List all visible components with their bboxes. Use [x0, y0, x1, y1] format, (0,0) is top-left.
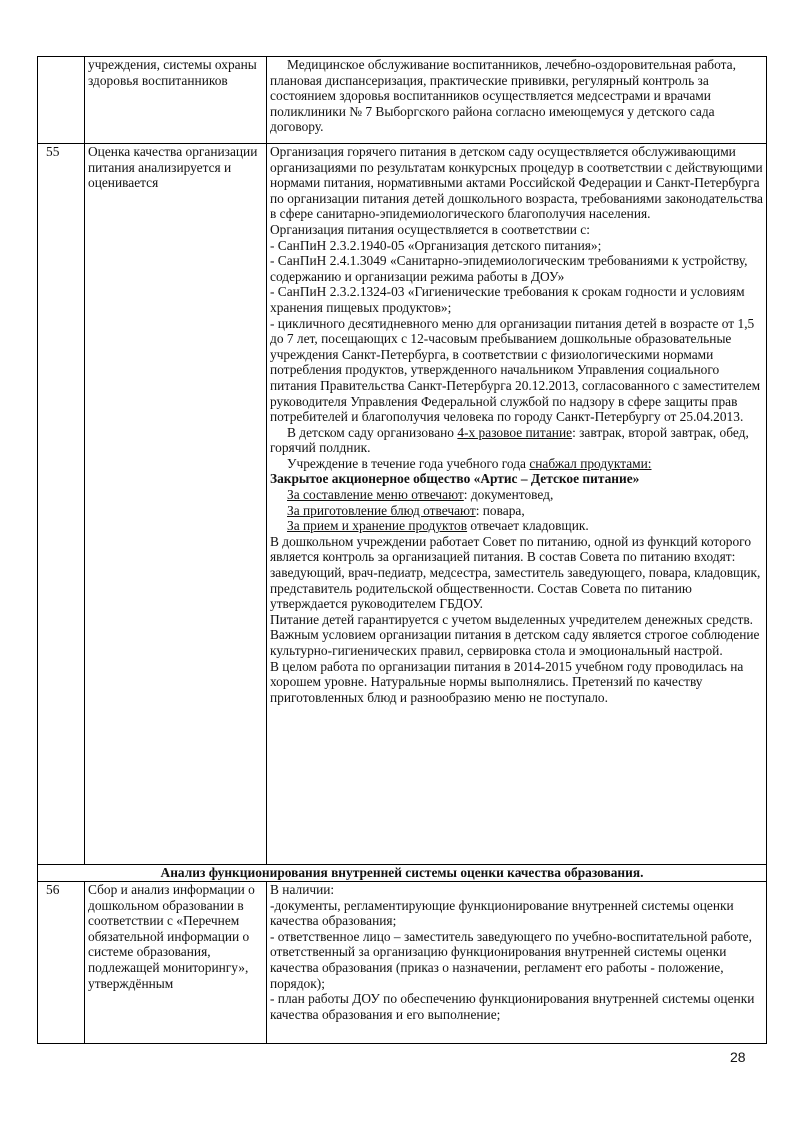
table-row: [38, 57, 767, 144]
underlined-text: 4-х разовое питание: [457, 424, 573, 440]
row-number: 55: [38, 144, 85, 865]
underlined-text: снабжал продуктами:: [529, 455, 652, 471]
description-cell: [267, 57, 767, 144]
criterion-cell: Оценка качества организации питания анализируется и оценивается: [85, 144, 267, 865]
table-row: [38, 144, 767, 865]
paragraph: [270, 425, 763, 456]
text: : документовед,: [463, 487, 554, 503]
row-number: [38, 57, 85, 144]
list-item: - план работы ДОУ по обеспечению функционирования внутренней системы оценки качества образования и его выполнение;: [270, 991, 755, 1022]
paragraph: [270, 503, 763, 519]
list-item: - СанПиН 2.3.2.1940-05 «Организация детского питания»;: [270, 237, 602, 253]
underlined-text: За прием и хранение продуктов: [287, 518, 468, 534]
list-item: -документы, регламентирующие функционирование внутренней системы оценки качества образования;: [270, 897, 734, 929]
table-row: [38, 882, 767, 1044]
report-table: [37, 56, 767, 1044]
row-number: 56: [38, 882, 85, 1044]
paragraph: В наличии:: [270, 882, 335, 897]
criterion-cell: учреждения, системы охраны здоровья воспитанников: [85, 57, 267, 144]
list-item: - СанПиН 2.4.1.3049 «Санитарно-эпидемиологическим требованиями к устройству, содержанию и организации режима работы в ДОУ»: [270, 253, 748, 284]
paragraph: Организация горячего питания в детском саду осуществляется обслуживающими организациями по результатам конкурсных процедур в соответствии с действующими нормами питания, нормативными актами Российской Федерации и Санкт-Петербурга по организации питания детей дошкольного возраста, требованиями законодательства в сфере санитарно-эпидемиологического благополучия населения.: [270, 144, 763, 222]
paragraph: Питание детей гарантируется с учетом выделенных учредителем денежных средств.: [270, 611, 753, 627]
section-heading: Анализ функционирования внутренней системы оценки качества образования.: [38, 865, 767, 882]
text: Учреждение в течение года учебного года: [287, 455, 530, 471]
paragraph: [270, 518, 763, 534]
description-cell: [267, 144, 767, 865]
list-item: - СанПиН 2.3.2.1324-03 «Гигиенические требования к срокам годности и условиям хранения пищевых продуктов»;: [270, 284, 745, 315]
criterion-cell: Сбор и анализ информации о дошкольном образовании в соответствии с «Перечнем обязательной информации о системе образования, подлежащей мониторингу», утверждённым: [85, 882, 267, 1044]
underlined-text: За составление меню отвечают: [287, 487, 464, 503]
description-cell: [267, 882, 767, 1044]
paragraph: Медицинское обслуживание воспитанников, лечебно-оздоровительная работа, плановая диспансеризация, практические прививки, регулярный контроль за состоянием здоровья воспитанников осуществляется медсестрами и врачами поликлиники № 7 Выборгского района согласно имеющемуся у детского сада договору.: [270, 57, 736, 135]
text: : повара,: [475, 502, 525, 518]
paragraph: [270, 456, 763, 472]
text: В детском саду организовано: [287, 424, 458, 440]
paragraph: В дошкольном учреждении работает Совет по питанию, одной из функций которого является контроль за организацией питания. В состав Совета по питанию входят: заведующий, врач-педиатр, медсестра, заместитель заведующего, повара, кладовщик, представитель родительской общественности. Состав Совета по питанию утверждается руководителем ГБДОУ.: [270, 533, 761, 612]
paragraph: Организация питания осуществляется в соответствии с:: [270, 221, 590, 237]
supplier-name: Закрытое акционерное общество «Артис – Детское питание»: [270, 471, 640, 487]
section-row: [38, 865, 767, 882]
paragraph: В целом работа по организации питания в 2014-2015 учебном году проводилась на хорошем уровне. Натуральные нормы выполнялись. Претензий по качеству приготовленных блюд и разнообразию меню не поступало.: [270, 658, 744, 705]
list-item: - цикличного десятидневного меню для организации питания детей в возрасте от 1,5 до 7 лет, посещающих с 12-часовым пребыванием дошкольные образовательные учреждения Санкт-Петербурга, в соответствии с физиологическими нормами потребления продуктов, утвержденного начальником Управления социального питания Правительства Санкт-Петербурга 20.12.2013, согласованного с заместителем руководителя Управления Федеральной службой по надзору в сфере защиты прав потребителей и благополучия человека по городу Санкт-Петербургу от 25.04.2013.: [270, 315, 761, 425]
text: : завтрак, второй завтрак, обед, горячий полдник.: [270, 424, 749, 456]
paragraph: Важным условием организации питания в детском саду является строгое соблюдение культурно-гигиенических правил, сервировка стола и эмоциональный настрой.: [270, 627, 760, 658]
list-item: - ответственное лицо – заместитель заведующего по учебно-воспитательной работе, ответственный за организацию функционирования внутренней системы оценки качества образования (приказ о назначении, регламент его работы - положение, порядок);: [270, 928, 752, 991]
paragraph: [270, 487, 763, 503]
underlined-text: За приготовление блюд отвечают: [287, 502, 476, 518]
page-number: 28: [730, 1049, 746, 1065]
text: отвечает кладовщик.: [467, 518, 589, 534]
